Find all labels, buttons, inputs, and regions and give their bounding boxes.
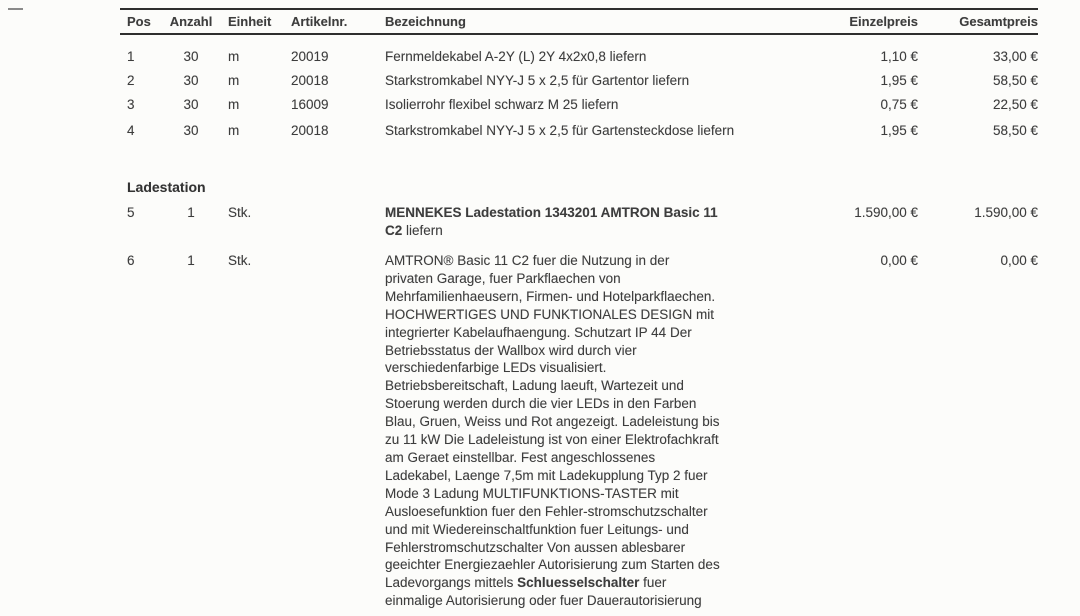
description-line (385, 413, 860, 431)
column-header-gesamtpreis: Gesamtpreis (959, 14, 1038, 29)
cell-einheit: m (228, 123, 240, 138)
description-text: fuer (639, 575, 667, 591)
cell-gesamtpreis: 58,50 € (992, 73, 1038, 88)
cell-einzelpreis: 0,00 € (880, 253, 918, 268)
description-line (385, 222, 860, 240)
description-line (385, 270, 860, 288)
description-line (385, 449, 860, 467)
description-text: Ladekabel, Laenge 7,5m mit Ladekupplung Typ 2 fuer (385, 467, 708, 483)
column-header-anzahl: Anzahl (169, 14, 213, 29)
cell-einheit: m (228, 73, 240, 88)
cell-gesamtpreis: 1.590,00 € (974, 205, 1038, 220)
description-text-bold: C2 (385, 223, 403, 238)
description-line (385, 359, 860, 377)
cell-gesamtpreis: 33,00 € (992, 49, 1038, 64)
cell-einzelpreis: 1.590,00 € (854, 205, 918, 220)
cell-gesamtpreis: 22,50 € (992, 97, 1038, 112)
column-header-einzelpreis: Einzelpreis (849, 14, 918, 29)
cell-pos: 4 (127, 123, 135, 138)
description-text: Betriebsstatus der Wallbox wird durch vier (385, 342, 637, 358)
cell-pos: 5 (127, 205, 135, 220)
description-text-bold: MENNEKES Ladestation 1343201 AMTRON Basic 11 (385, 205, 718, 220)
cell-anzahl: 1 (187, 253, 195, 268)
description-text: HOCHWERTIGES UND FUNKTIONALES DESIGN mit (385, 306, 715, 322)
column-header-bezeichnung: Bezeichnung (385, 14, 466, 29)
description-text: am Geraet einstellbar. Fest angeschlossenes (385, 449, 656, 465)
cell-pos: 6 (127, 253, 135, 268)
fold-mark-icon (8, 8, 23, 10)
description-text: zu 11 kW Die Ladeleistung ist von einer Elektrofachkraft (385, 432, 719, 448)
cell-artikelnr: 20018 (291, 123, 329, 138)
cell-einheit: Stk. (228, 253, 252, 268)
description-text: Mehrfamilienhaeusern, Firmen- und Hotelparkflaechen. (385, 288, 716, 304)
description-text: Blau, Gruen, Weiss und Rot angezeigt. Ladeleistung bis (385, 414, 720, 430)
description-line (385, 467, 860, 485)
description-text: verschiedenfarbige LEDs visualisiert. (385, 360, 607, 376)
column-header-pos: Pos (127, 14, 151, 29)
description-text: Ladevorgangs mittels (385, 575, 518, 591)
description-line (385, 306, 860, 324)
column-header-artikelnr: Artikelnr. (291, 14, 348, 29)
description-text: integrierter Kabelaufhaengung. Schutzart IP 44 Der (385, 324, 692, 340)
description-text: und mit Wiedereinschaltfunktion fuer Leitungs- und (385, 521, 689, 537)
table-header-rule (120, 33, 1038, 35)
cell-bezeichnung (385, 252, 860, 610)
description-text: Betriebsbereitschaft, Ladung laeuft, Wartezeit und (385, 378, 684, 394)
description-line (385, 503, 860, 521)
section-heading: Ladestation (127, 179, 206, 195)
description-text: liefern (402, 223, 443, 238)
description-line (385, 521, 860, 539)
cell-anzahl: 30 (183, 49, 199, 64)
description-text: einmalige Autorisierung oder fuer Dauerautorisierung (385, 593, 702, 609)
description-text-bold: Schluesselschalter (517, 575, 640, 591)
cell-artikelnr: 20019 (291, 49, 329, 64)
description-text: AMTRON® Basic 11 C2 fuer die Nutzung in der (385, 253, 670, 268)
cell-anzahl: 30 (183, 97, 199, 112)
description-text: Stoerung werden durch die vier LEDs in den Farben (385, 396, 697, 412)
description-text: geeichter Energiezaehler Autorisierung zum Starten des (385, 557, 720, 573)
description-text: Isolierrohr flexibel schwarz M 25 liefern (385, 97, 619, 112)
description-text: privaten Garage, fuer Parkflaechen von (385, 270, 621, 286)
cell-pos: 1 (127, 49, 135, 64)
description-text: Fernmeldekabel A-2Y (L) 2Y 4x2x0,8 liefern (385, 49, 647, 64)
cell-gesamtpreis: 0,00 € (1000, 253, 1038, 268)
cell-einheit: Stk. (228, 205, 252, 220)
description-line (385, 288, 860, 306)
cell-pos: 3 (127, 97, 135, 112)
cell-einzelpreis: 1,10 € (880, 49, 918, 64)
cell-pos: 2 (127, 73, 135, 88)
cell-anzahl: 1 (187, 205, 195, 220)
cell-einheit: m (228, 49, 240, 64)
description-line (385, 342, 860, 360)
column-header-einheit: Einheit (228, 14, 272, 29)
cell-artikelnr: 16009 (291, 97, 329, 112)
table-top-rule (120, 8, 1038, 10)
description-line (385, 431, 860, 449)
description-line (385, 574, 860, 592)
description-line (385, 556, 860, 574)
cell-anzahl: 30 (183, 73, 199, 88)
cell-anzahl: 30 (183, 123, 199, 138)
description-text: Ausloesefunktion fuer den Fehler-stromschutzschalter (385, 503, 708, 519)
cell-einheit: m (228, 97, 240, 112)
description-text: Starkstromkabel NYY-J 5 x 2,5 für Gartensteckdose liefern (385, 123, 735, 138)
description-line (385, 377, 860, 395)
cell-einzelpreis: 1,95 € (880, 73, 918, 88)
cell-artikelnr: 20018 (291, 73, 329, 88)
description-text: Fehlerstromschutzschalter Von aussen ablesbarer (385, 539, 686, 555)
description-line (385, 324, 860, 342)
description-text: Mode 3 Ladung MULTIFUNKTIONS-TASTER mit (385, 485, 679, 501)
description-line (385, 539, 860, 557)
description-line (385, 395, 860, 413)
cell-einzelpreis: 1,95 € (880, 123, 918, 138)
description-text: Starkstromkabel NYY-J 5 x 2,5 für Gartentor liefern (385, 73, 690, 88)
description-line (385, 592, 860, 610)
description-line (385, 485, 860, 503)
cell-gesamtpreis: 58,50 € (992, 123, 1038, 138)
cell-einzelpreis: 0,75 € (880, 97, 918, 112)
